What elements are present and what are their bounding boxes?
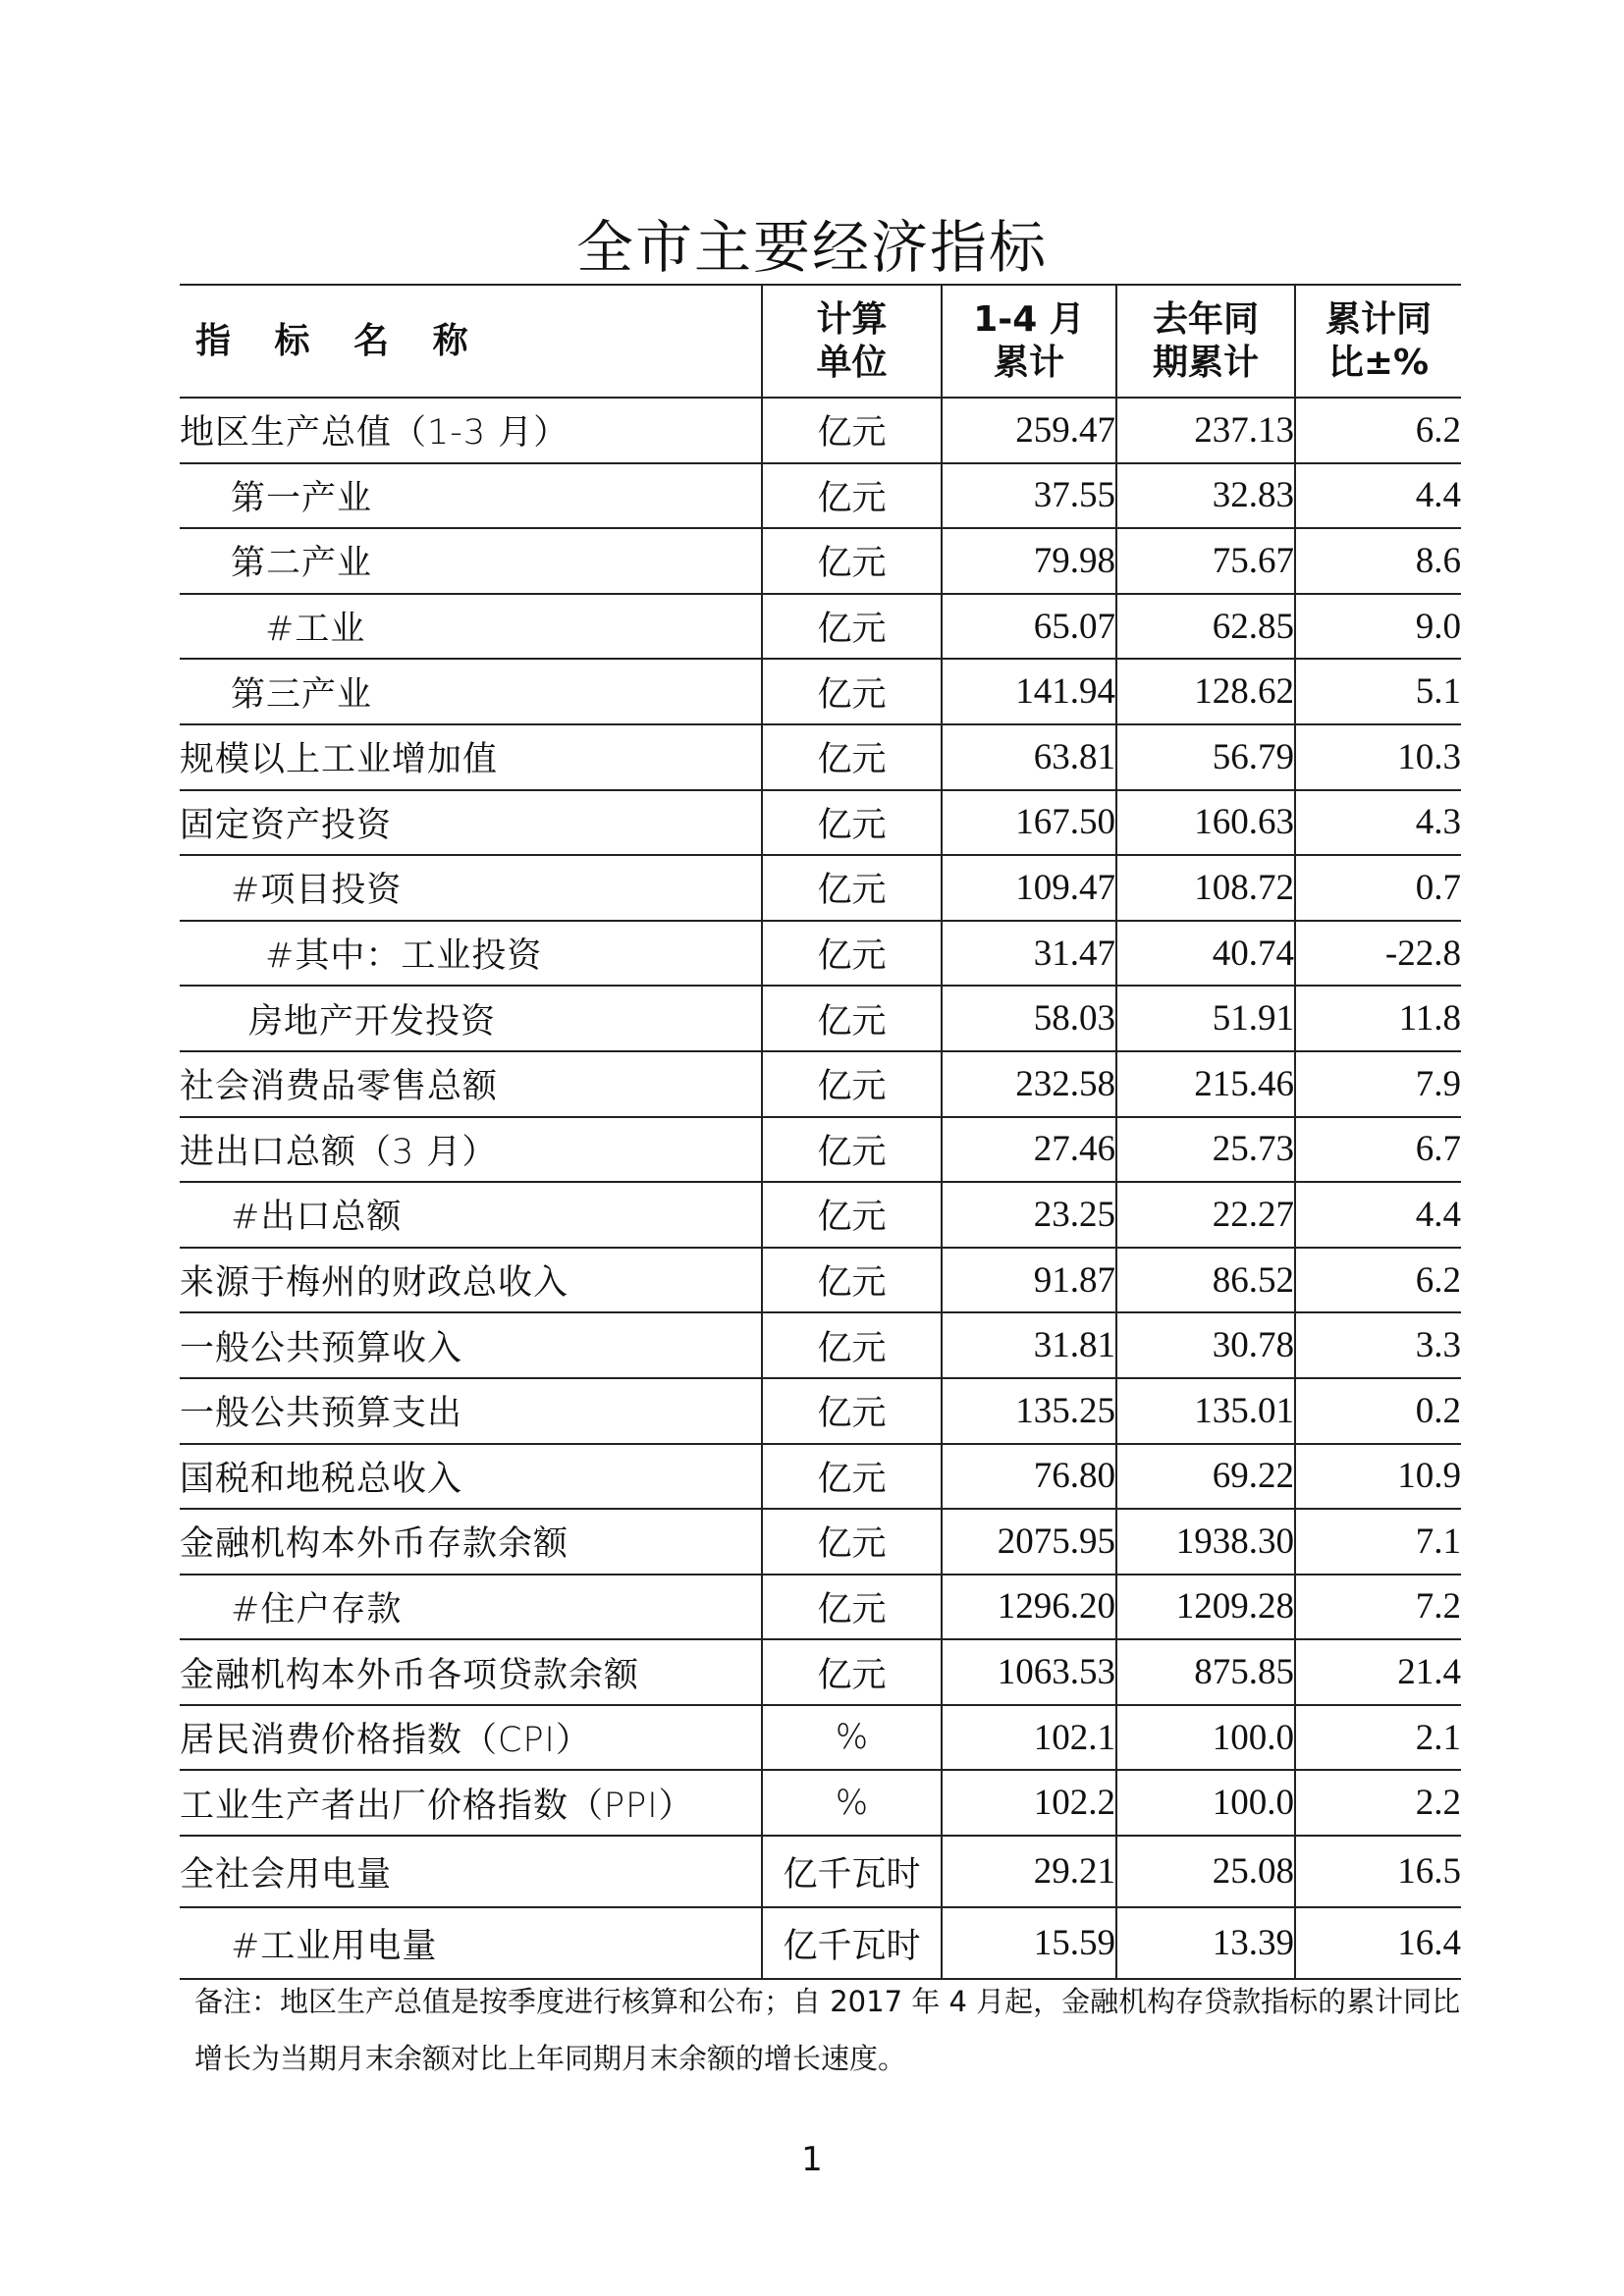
indicator-unit: 亿元 (762, 855, 942, 921)
indicator-unit: 亿元 (762, 1182, 942, 1248)
indicator-name: 金融机构本外币存款余额 (180, 1509, 762, 1575)
indicator-name: 工业生产者出厂价格指数（PPI） (180, 1770, 762, 1836)
current-value: 63.81 (942, 724, 1116, 790)
indicator-unit: 亿元 (762, 528, 942, 594)
indicator-name: #其中：工业投资 (180, 921, 762, 987)
change-value: 6.2 (1295, 398, 1461, 463)
current-value: 1063.53 (942, 1639, 1116, 1705)
table-row (180, 1444, 1461, 1510)
indicator-name: #工业 (180, 594, 762, 660)
indicator-unit: 亿元 (762, 986, 942, 1051)
previous-value: 1938.30 (1116, 1509, 1295, 1575)
current-value: 37.55 (942, 463, 1116, 529)
table-row (180, 1836, 1461, 1907)
table-row (180, 1248, 1461, 1313)
indicator-name: 第二产业 (180, 528, 762, 594)
current-value: 102.1 (942, 1705, 1116, 1771)
change-value: 4.3 (1295, 790, 1461, 856)
previous-value: 56.79 (1116, 724, 1295, 790)
table-row (180, 1705, 1461, 1771)
header-indicator-name: 指 标 名 称 (180, 285, 762, 398)
indicator-name: 居民消费价格指数（CPI） (180, 1705, 762, 1771)
table-row (180, 398, 1461, 463)
indicator-name: 第一产业 (180, 463, 762, 529)
previous-value: 1209.28 (1116, 1575, 1295, 1640)
indicator-unit: 亿元 (762, 463, 942, 529)
table-row (180, 921, 1461, 987)
indicator-unit: 亿元 (762, 1248, 942, 1313)
indicator-name: 固定资产投资 (180, 790, 762, 856)
header-change (1295, 285, 1461, 398)
change-value: 10.9 (1295, 1444, 1461, 1510)
change-value: 8.6 (1295, 528, 1461, 594)
indicator-unit: 亿元 (762, 1639, 942, 1705)
page-title: 全市主要经济指标 (575, 214, 1048, 281)
indicator-unit: 亿元 (762, 1575, 942, 1640)
change-value: 6.2 (1295, 1248, 1461, 1313)
header-unit-line-1: 计算 (816, 298, 888, 340)
indicator-name: 全社会用电量 (180, 1836, 762, 1907)
table-row (180, 986, 1461, 1051)
table-row (180, 724, 1461, 790)
change-value: 7.9 (1295, 1051, 1461, 1117)
table-row (180, 790, 1461, 856)
table-row (180, 1182, 1461, 1248)
indicator-unit: 亿元 (762, 1117, 942, 1183)
change-value: 9.0 (1295, 594, 1461, 660)
header-previous (1116, 285, 1295, 398)
indicator-name: 房地产开发投资 (180, 986, 762, 1051)
header-change-line-2: 比±% (1327, 342, 1430, 383)
current-value: 79.98 (942, 528, 1116, 594)
indicator-name: 一般公共预算支出 (180, 1378, 762, 1444)
indicator-name: 国税和地税总收入 (180, 1444, 762, 1510)
indicator-name: 一般公共预算收入 (180, 1312, 762, 1378)
previous-value: 160.63 (1116, 790, 1295, 856)
previous-value: 30.78 (1116, 1312, 1295, 1378)
previous-value: 32.83 (1116, 463, 1295, 529)
previous-value: 108.72 (1116, 855, 1295, 921)
indicator-unit: % (762, 1770, 942, 1836)
table-row (180, 1907, 1461, 1979)
indicator-name: #项目投资 (180, 855, 762, 921)
indicator-name: 社会消费品零售总额 (180, 1051, 762, 1117)
change-value: 0.7 (1295, 855, 1461, 921)
header-current (942, 285, 1116, 398)
header-previous-line-2: 期累计 (1152, 342, 1259, 383)
change-value: 16.5 (1295, 1836, 1461, 1907)
indicator-unit: 亿元 (762, 1051, 942, 1117)
table-row (180, 1117, 1461, 1183)
current-value: 109.47 (942, 855, 1116, 921)
previous-value: 22.27 (1116, 1182, 1295, 1248)
change-value: 4.4 (1295, 1182, 1461, 1248)
indicator-unit: 亿元 (762, 398, 942, 463)
change-value: 6.7 (1295, 1117, 1461, 1183)
change-value: 7.2 (1295, 1575, 1461, 1640)
table-row (180, 594, 1461, 660)
previous-value: 40.74 (1116, 921, 1295, 987)
previous-value: 86.52 (1116, 1248, 1295, 1313)
table-row (180, 1051, 1461, 1117)
indicators-table (180, 284, 1461, 1980)
change-value: 7.1 (1295, 1509, 1461, 1575)
indicator-unit: 亿千瓦时 (762, 1836, 942, 1907)
current-value: 102.2 (942, 1770, 1116, 1836)
current-value: 27.46 (942, 1117, 1116, 1183)
change-value: 21.4 (1295, 1639, 1461, 1705)
indicator-unit: 亿元 (762, 724, 942, 790)
change-value: 4.4 (1295, 463, 1461, 529)
current-value: 58.03 (942, 986, 1116, 1051)
change-value: 16.4 (1295, 1907, 1461, 1979)
current-value: 76.80 (942, 1444, 1116, 1510)
header-current-line-2: 累计 (993, 342, 1064, 383)
table-row (180, 659, 1461, 724)
previous-value: 13.39 (1116, 1907, 1295, 1979)
previous-value: 100.0 (1116, 1770, 1295, 1836)
current-value: 15.59 (942, 1907, 1116, 1979)
current-value: 31.81 (942, 1312, 1116, 1378)
indicator-unit: 亿元 (762, 1509, 942, 1575)
indicator-unit: 亿千瓦时 (762, 1907, 942, 1979)
indicator-name: #出口总额 (180, 1182, 762, 1248)
indicator-unit: 亿元 (762, 659, 942, 724)
indicator-name: #住户存款 (180, 1575, 762, 1640)
previous-value: 875.85 (1116, 1639, 1295, 1705)
previous-value: 100.0 (1116, 1705, 1295, 1771)
indicator-unit: 亿元 (762, 1312, 942, 1378)
current-value: 259.47 (942, 398, 1116, 463)
page-number: 1 (801, 2140, 823, 2179)
indicator-name: 来源于梅州的财政总收入 (180, 1248, 762, 1313)
indicator-name: 第三产业 (180, 659, 762, 724)
header-previous-line-1: 去年同 (1152, 298, 1259, 340)
indicator-unit: 亿元 (762, 594, 942, 660)
table-row (180, 1378, 1461, 1444)
table-row (180, 1639, 1461, 1705)
table-row (180, 463, 1461, 529)
indicator-name: 地区生产总值（1-3 月） (180, 398, 762, 463)
previous-value: 25.08 (1116, 1836, 1295, 1907)
indicator-name: #工业用电量 (180, 1907, 762, 1979)
previous-value: 51.91 (1116, 986, 1295, 1051)
change-value: -22.8 (1295, 921, 1461, 987)
change-value: 5.1 (1295, 659, 1461, 724)
current-value: 31.47 (942, 921, 1116, 987)
change-value: 10.3 (1295, 724, 1461, 790)
table-row (180, 528, 1461, 594)
previous-value: 69.22 (1116, 1444, 1295, 1510)
header-unit (762, 285, 942, 398)
table-row (180, 1770, 1461, 1836)
indicator-unit: 亿元 (762, 1444, 942, 1510)
previous-value: 128.62 (1116, 659, 1295, 724)
table-row (180, 1509, 1461, 1575)
table-row (180, 855, 1461, 921)
current-value: 167.50 (942, 790, 1116, 856)
indicator-name: 规模以上工业增加值 (180, 724, 762, 790)
change-value: 0.2 (1295, 1378, 1461, 1444)
current-value: 232.58 (942, 1051, 1116, 1117)
current-value: 65.07 (942, 594, 1116, 660)
header-unit-line-2: 单位 (816, 342, 888, 383)
current-value: 141.94 (942, 659, 1116, 724)
indicator-name: 金融机构本外币各项贷款余额 (180, 1639, 762, 1705)
previous-value: 62.85 (1116, 594, 1295, 660)
table-row (180, 1312, 1461, 1378)
indicator-unit: 亿元 (762, 1378, 942, 1444)
current-value: 135.25 (942, 1378, 1116, 1444)
indicator-unit: % (762, 1705, 942, 1771)
current-value: 91.87 (942, 1248, 1116, 1313)
previous-value: 135.01 (1116, 1378, 1295, 1444)
change-value: 2.2 (1295, 1770, 1461, 1836)
current-value: 29.21 (942, 1836, 1116, 1907)
change-value: 11.8 (1295, 986, 1461, 1051)
indicator-name: 进出口总额（3 月） (180, 1117, 762, 1183)
table-header-row (180, 285, 1461, 398)
indicator-unit: 亿元 (762, 921, 942, 987)
table-row (180, 1575, 1461, 1640)
current-value: 1296.20 (942, 1575, 1116, 1640)
change-value: 2.1 (1295, 1705, 1461, 1771)
header-current-line-1: 1-4 月 (973, 298, 1085, 340)
current-value: 23.25 (942, 1182, 1116, 1248)
header-change-line-1: 累计同 (1325, 298, 1432, 340)
previous-value: 237.13 (1116, 398, 1295, 463)
indicator-unit: 亿元 (762, 790, 942, 856)
previous-value: 25.73 (1116, 1117, 1295, 1183)
footnote: 备注：地区生产总值是按季度进行核算和公布；自 2017 年 4 月起，金融机构存贷款指标的累计同比增长为当期月末余额对比上年同期月末余额的增长速度。 (194, 1985, 1461, 2075)
current-value: 2075.95 (942, 1509, 1116, 1575)
change-value: 3.3 (1295, 1312, 1461, 1378)
previous-value: 215.46 (1116, 1051, 1295, 1117)
previous-value: 75.67 (1116, 528, 1295, 594)
